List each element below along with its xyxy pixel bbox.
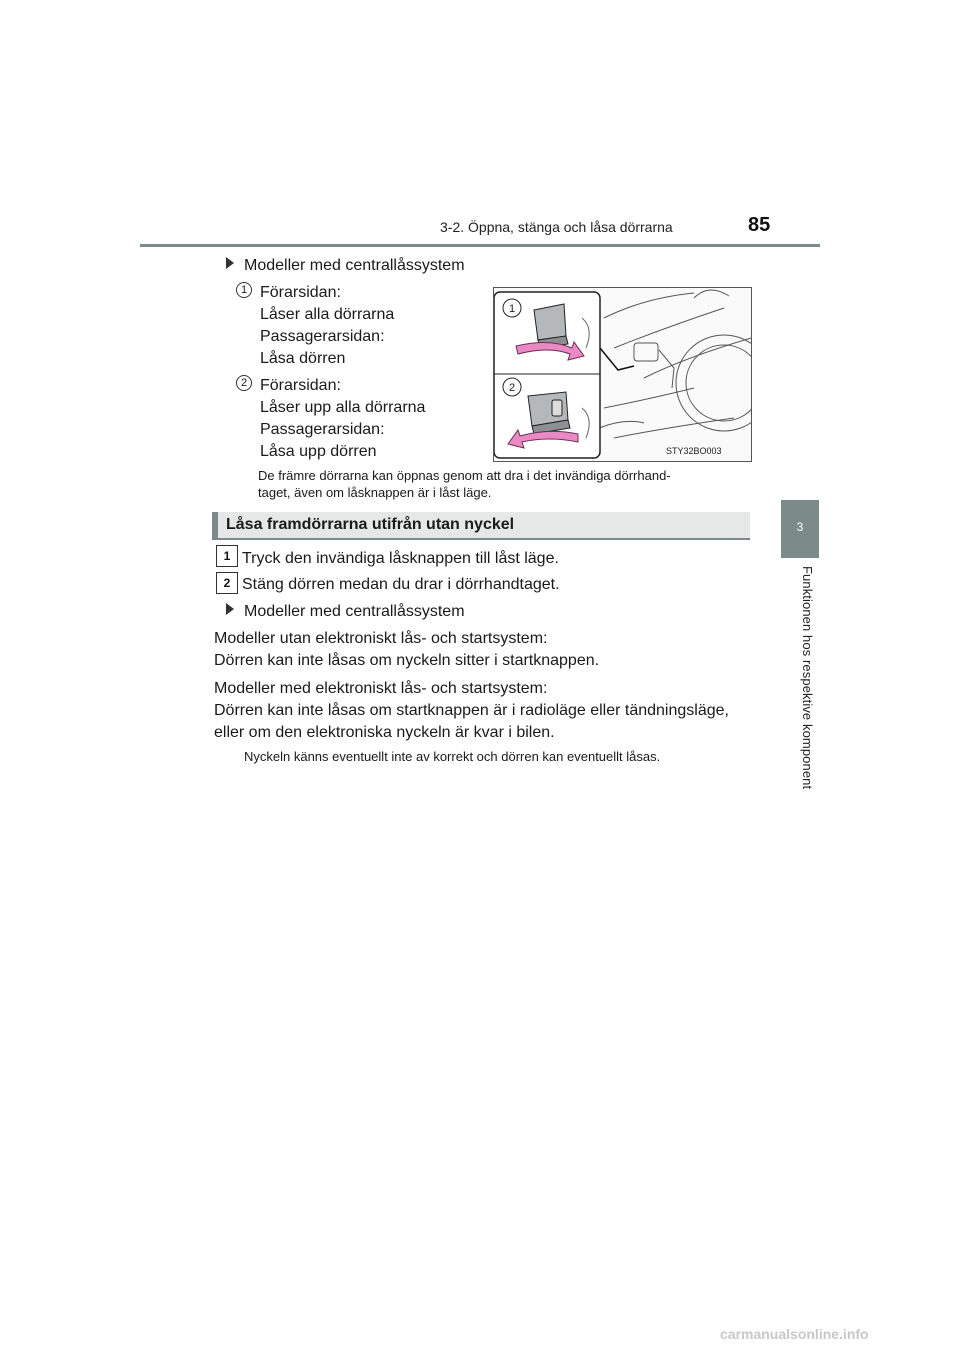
paragraph-line: Dörren kan inte låsas om nyckeln sitter i startknappen.: [214, 652, 600, 669]
note-line: De främre dörrarna kan öppnas genom att dra i det invändiga dörrhand-: [258, 468, 671, 483]
item1-line: Låsa dörren: [260, 350, 346, 367]
paragraph-line: Dörren kan inte låsas om startknappen är i radioläge eller tändningsläge,: [214, 702, 729, 719]
item1-line: Passagerarsidan:: [260, 328, 385, 345]
chapter-title: Funktionen hos respektive komponent: [800, 566, 815, 790]
item-number-2: 2: [236, 375, 252, 391]
item2-line: Förarsidan:: [260, 377, 341, 394]
central-lock-heading-2-text: Modeller med centrallåssystem: [244, 603, 465, 620]
chapter-number: 3: [796, 520, 804, 534]
note-text: Nyckeln känns eventuellt inte av korrekt och dörren kan eventuellt låsas.: [244, 749, 661, 764]
step-number-1: 1: [216, 545, 238, 567]
section-title: Låsa framdörrarna utifrån utan nyckel: [226, 516, 515, 533]
arrow-right-icon: [226, 257, 234, 269]
paragraph-line: eller om den elektroniska nyckeln är kvar i bilen.: [214, 724, 555, 741]
step-2-text: Stäng dörren medan du drar i dörrhandtaget.: [242, 576, 560, 593]
figure-code: STY32BO003: [666, 446, 722, 456]
figure-callout-1: 1: [508, 303, 516, 315]
central-lock-heading-2: [226, 601, 465, 622]
item2-line: Låser upp alla dörrarna: [260, 399, 426, 416]
header-rule: [140, 244, 820, 247]
header-section-title: 3-2. Öppna, stänga och låsa dörrarna: [440, 219, 673, 235]
door-lock-drawing: [494, 288, 751, 461]
paragraph-line: Modeller utan elektroniskt lås- och startsystem:: [214, 630, 548, 647]
door-lock-illustration: [493, 287, 752, 462]
note-line: taget, även om låsknappen är i låst läge.: [258, 485, 492, 500]
item1-line: Låser alla dörrarna: [260, 306, 395, 323]
paragraph-line: Modeller med elektroniskt lås- och startsystem:: [214, 680, 548, 697]
page-number: 85: [748, 214, 771, 236]
figure-callout-2: 2: [508, 382, 516, 394]
item2-line: Låsa upp dörren: [260, 443, 377, 460]
item-number-1: 1: [236, 282, 252, 298]
step-1-text: Tryck den invändiga låsknappen till låst läge.: [242, 550, 559, 567]
item1-line: Förarsidan:: [260, 284, 341, 301]
section-header-accent: [212, 512, 218, 540]
arrow-right-icon: [226, 603, 234, 615]
watermark: carmanualsonline.info: [720, 1326, 869, 1342]
central-lock-heading-text: Modeller med centrallåssystem: [244, 257, 465, 274]
step-number-2: 2: [216, 572, 238, 594]
central-lock-heading: [226, 255, 465, 276]
item2-line: Passagerarsidan:: [260, 421, 385, 438]
